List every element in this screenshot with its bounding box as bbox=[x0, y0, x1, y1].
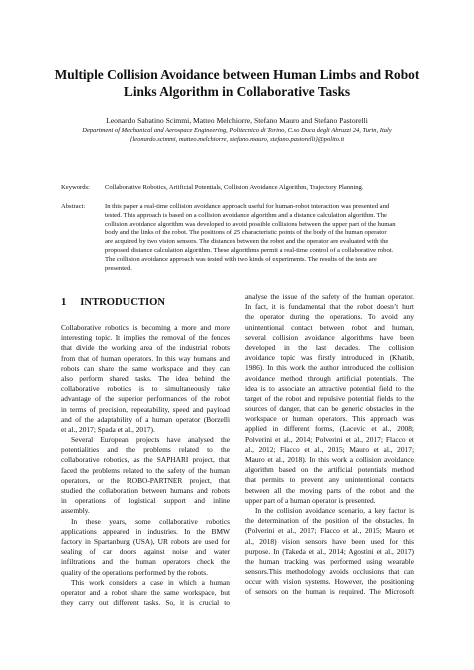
body-text-line: sensors.This methodology avoids occlusions that can bbox=[245, 567, 414, 577]
body-text-line: interesting topic. It implies the removal of the fences bbox=[61, 333, 230, 343]
body-text-line: algorithm based on the artificial potentials method bbox=[245, 465, 414, 475]
body-text-line: in terms of precision, repeatability, speed and payload bbox=[61, 404, 230, 414]
left-column bbox=[61, 296, 230, 608]
body-text-line: In the collision avoidance scenario, a key factor is bbox=[255, 505, 414, 515]
body-text-line: occur with vision systems. However, the positioning bbox=[245, 577, 414, 587]
body-text-line: developed in the last decades. The collision bbox=[245, 342, 414, 352]
paper-title bbox=[40, 66, 434, 100]
body-text-line: robots can share the same workspace and they can bbox=[61, 363, 230, 373]
body-text-line: al., 2012; Flacco et al., 2015; Mauro et al., 2017; bbox=[245, 444, 414, 454]
body-text-line: unintentional contact between robot and human, bbox=[245, 322, 414, 332]
body-text-line: target of the robot and repulsive potential fields to the bbox=[245, 393, 414, 403]
body-text-line: quality of the operations performed by the robots. bbox=[61, 567, 208, 577]
body-text-line: purpose. In (Takeda et al., 2014; Agostini et al., 2017) bbox=[245, 546, 414, 556]
section-number: 1 bbox=[61, 297, 67, 308]
body-text-line: that permits to prevent any unintentional contacts bbox=[245, 475, 414, 485]
body-text-line: Several European projects have analysed the bbox=[71, 435, 230, 445]
body-text-line: in operations of logistical support and inline bbox=[61, 496, 230, 506]
author-emails: {leonardo.scimmi, matteo.melchiorre, stefano.mauro, stefano.pastorelli}@polito.it bbox=[129, 136, 345, 143]
body-text-line: studied the collaboration between humans and robots bbox=[61, 486, 230, 495]
author-affiliation: Department of Mechanical and Aerospace Engineering, Politecnico di Torino, C.so Duca degli Abruzzi 24, Turin, Italy bbox=[82, 127, 392, 134]
abstract-line: are acquired by two vision sensors. The distances between the robot and the operator are evaluated with the bbox=[105, 238, 389, 246]
abstract-label: Abstract: bbox=[61, 203, 86, 210]
body-text-line: upper part of a human operator is presented. bbox=[245, 495, 376, 505]
body-text-line: Polverini et al., 2014; Polverini et al., 2017; Flacco et bbox=[245, 434, 414, 444]
body-text-line: the operator during the operations. To avoid any bbox=[245, 312, 414, 322]
body-text-line: between all the moving parts of the robot and the bbox=[245, 485, 414, 495]
abstract-line: The collision avoidance approach was tested with two kinds of experiments. The results of the tests are bbox=[105, 255, 377, 263]
body-text-line: the determination of the position of the obstacles. In bbox=[245, 516, 414, 526]
body-text-line: that divide the working area of the industrial robots bbox=[61, 343, 230, 353]
body-text-line: and of the adaptability of a human operator (Borzelli bbox=[61, 414, 230, 424]
body-text-line: applied in different forms, (Lacevic et al., 2008; bbox=[245, 424, 414, 434]
left-column-body bbox=[61, 323, 230, 608]
body-text-line: analyse the issue of the safety of the human operator. bbox=[245, 292, 414, 301]
body-text-line: operator and a robot share the same workspace, but bbox=[61, 587, 230, 597]
body-text-line: of sensors on the human is required. The Microsoft bbox=[245, 587, 414, 597]
body-text-line: from that of human operators. In this way humans and bbox=[61, 353, 230, 363]
body-text-line: In fact, it is fundamental that the robot doesn’t hurt bbox=[245, 302, 414, 312]
body-text-line: collaborative robotics, as the SAPHARI project, that bbox=[61, 455, 230, 465]
body-text-line: faced the problems related to the safety of the human bbox=[61, 465, 230, 475]
body-text-line: workspace or human operators. This approach was bbox=[245, 414, 414, 424]
right-column bbox=[245, 292, 414, 598]
abstract-line: proposed distance calculation algorithm. These algorithms permit a real-time control of a collaborative robot. bbox=[105, 246, 394, 254]
abstract-text bbox=[105, 203, 413, 273]
body-text-line: several collision avoidance algorithms have been bbox=[245, 332, 414, 342]
body-text-line: This work considers a case in which a human bbox=[71, 577, 230, 587]
body-text-line: (Polverini et al., 2017; Flacco et al., 2015; Mauro et bbox=[245, 526, 414, 536]
abstract-line: presented. bbox=[105, 264, 132, 272]
body-text-line: al., 2018) vision sensors have been used for this bbox=[245, 536, 414, 546]
body-text-line: applications appeared in industries. In the BMW bbox=[61, 526, 230, 536]
body-text-line: idea is to associate an attractive potential field to the bbox=[245, 383, 414, 393]
section-title: INTRODUCTION bbox=[80, 297, 166, 308]
author-names: Leonardo Sabatino Scimmi, Matteo Melchiorre, Stefano Mauro and Stefano Pastorelli bbox=[106, 116, 368, 125]
title-line-2: Links Algorithm in Collaborative Tasks bbox=[123, 84, 351, 99]
body-text-line: potentialities and the problems related to the bbox=[61, 445, 230, 455]
body-text-line: sealing of car doors against noise and water bbox=[61, 547, 230, 557]
right-column-body bbox=[245, 292, 414, 598]
keywords-text: Collaborative Robotics, Artificial Potentials, Collision Avoidance Algorithm, Trajectory Planning. bbox=[105, 184, 364, 191]
abstract-line: tested. This approach is based on a collision avoidance algorithm and a distance calculation algorithm. The bbox=[105, 211, 387, 219]
author-block bbox=[20, 116, 454, 144]
abstract-line: collision avoidance algorithm was developed to avoid possible collisions between the upper part of the human bbox=[105, 220, 396, 228]
section-heading bbox=[61, 296, 230, 309]
body-text-line: avoidance topic was firstly introduced in (Khatib, bbox=[245, 353, 414, 363]
body-text-line: Collaborative robotics is becoming a more and more bbox=[61, 323, 230, 332]
abstract-line: body and the links of the robot. The positions of 25 characteristic points of the body of the human operator bbox=[105, 229, 387, 237]
body-text-line: the human tracking was performed using wearable bbox=[245, 556, 414, 566]
title-line-1: Multiple Collision Avoidance between Human Limbs and Robot bbox=[54, 67, 420, 82]
body-text-line: 1986). In this work the author introduced the collision bbox=[245, 363, 414, 373]
body-text-line: et al., 2017; Spada et al., 2017). bbox=[61, 424, 155, 434]
body-text-line: Mauro et al., 2018). In this work a collision avoidance bbox=[245, 455, 414, 464]
body-text-line: sources of danger, that can be generic obstacles in the bbox=[245, 404, 414, 414]
body-text-line: assembly. bbox=[61, 506, 90, 516]
body-text-line: advantage of the superior performances of the robot bbox=[61, 394, 230, 404]
body-text-line: they carry out different tasks. So, it is crucial to bbox=[61, 598, 230, 608]
body-text-line: In these years, some collaborative robotics bbox=[71, 516, 230, 526]
body-text-line: avoidance method through artificial potentials. The bbox=[245, 373, 414, 383]
body-text-line: collaborative robotics is to simultaneously take bbox=[61, 384, 230, 394]
abstract-line: In this paper a real-time collision avoidance approach useful for human-robot interaction was presented and bbox=[105, 203, 390, 210]
body-text-line: operators, or the ROBO-PARTNER project, that bbox=[61, 475, 230, 485]
body-text-line: also perform shared tasks. The idea behind the bbox=[61, 373, 230, 383]
body-text-line: factory in Spartanburg (USA), UR robots are used for bbox=[61, 536, 230, 546]
keywords-label: Keywords: bbox=[61, 184, 90, 191]
body-text-line: infiltrations and the human operators check the bbox=[61, 557, 230, 567]
